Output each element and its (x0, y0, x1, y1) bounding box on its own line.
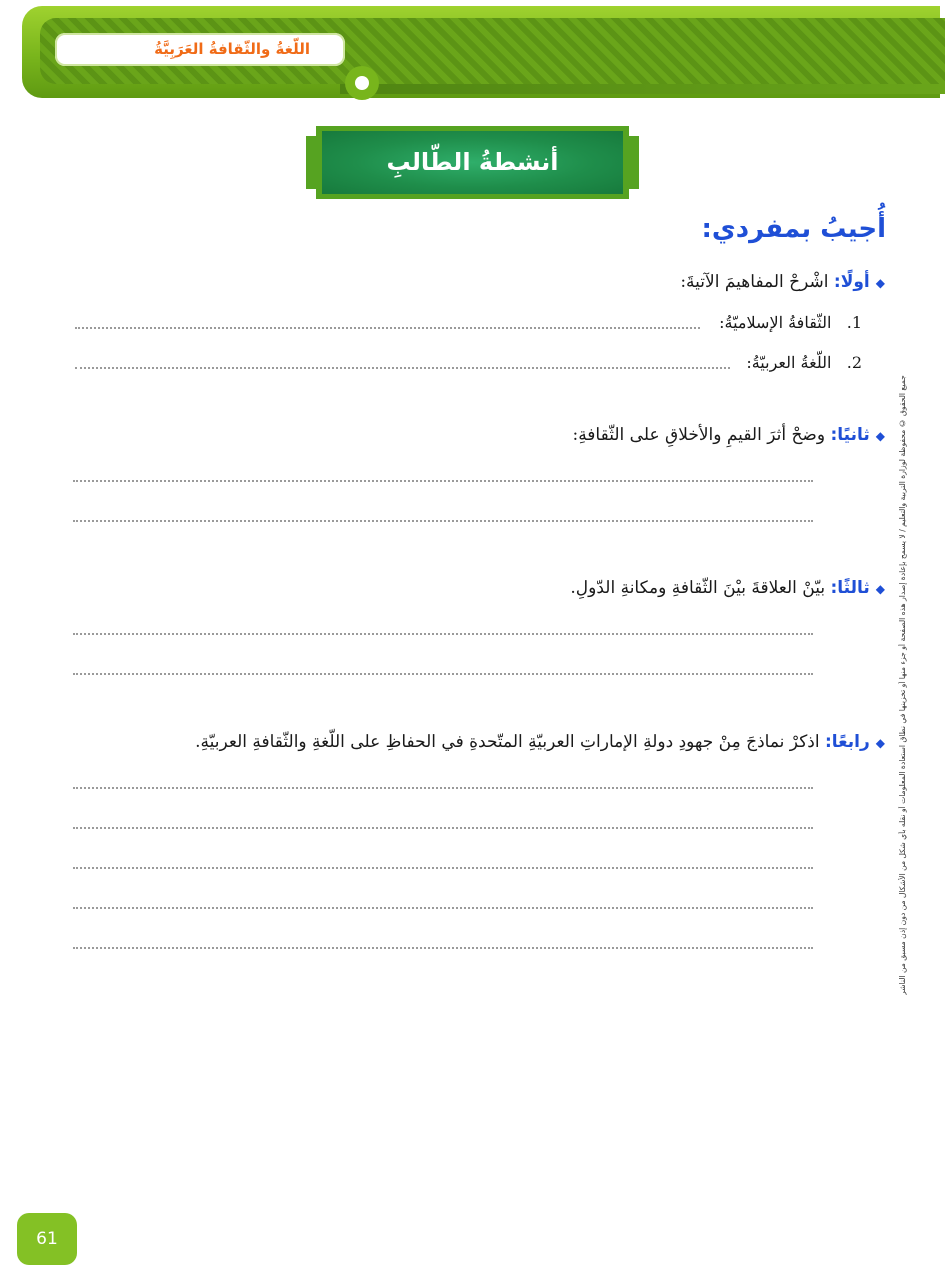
question-text: وضحْ أثرَ القيمِ والأخلاقِ على الثّقافةِ: (572, 425, 826, 445)
item-number: 1. (846, 313, 862, 332)
question-label: أولًا: (833, 272, 870, 292)
answer-line[interactable] (73, 633, 813, 635)
diamond-bullet-icon: ◆ (875, 429, 885, 443)
plaque-notch (306, 189, 316, 199)
ring-hole (355, 76, 369, 90)
answer-line[interactable] (73, 947, 813, 949)
instructions-title: أُجيبُ بمفردي: (701, 214, 886, 244)
diamond-bullet-icon: ◆ (875, 276, 885, 290)
question-text: اذكرْ نماذجَ مِنْ جهودِ دولةِ الإماراتِ العربيّةِ المتّحدةِ في الحفاظِ على اللّغةِ والثّقافةِ العربيّةِ. (195, 732, 820, 752)
question-2 (572, 425, 885, 445)
section-heading: أنشطةُ الطّالبِ (386, 148, 559, 176)
book-title: اللّغةُ والثّقافةُ العَرَبِيَّةُ (154, 40, 310, 58)
diamond-bullet-icon: ◆ (875, 736, 885, 750)
diamond-bullet-icon: ◆ (875, 582, 885, 596)
sub-item-1 (719, 313, 862, 332)
question-4 (195, 732, 885, 752)
copyright-notice: جميع الحقوق © محفوظة لوزارة التربية والتعليم / لا يسمح بإعادة إصدار هذه الصفحة أو جزء منها أو تخزينها في نطاق استعادة المعلومات أو نقله بأي شكل من الأشكال من دون إذن مسبق من الناشر (898, 375, 907, 995)
answer-line[interactable] (73, 827, 813, 829)
question-text: اشْرحْ المفاهيمَ الآتيةَ: (680, 272, 829, 292)
question-3 (570, 578, 885, 598)
answer-line[interactable] (73, 787, 813, 789)
item-number: 2. (846, 353, 862, 372)
answer-line[interactable] (73, 867, 813, 869)
sub-item-2 (746, 353, 862, 372)
plaque-notch (629, 126, 639, 136)
answer-line[interactable] (73, 673, 813, 675)
header-shadow (340, 84, 945, 94)
answer-line[interactable] (73, 520, 813, 522)
page-number: 61 (36, 1229, 58, 1249)
question-label: رابعًا: (824, 732, 870, 752)
answer-line[interactable] (75, 327, 700, 329)
question-text: بيّنْ العلاقةَ بيْنَ الثّقافةِ ومكانةِ الدّولِ. (570, 578, 826, 598)
answer-line[interactable] (73, 480, 813, 482)
item-text: الثّقافةُ الإسلاميّةُ: (719, 313, 832, 332)
plaque-notch (629, 189, 639, 199)
question-1 (680, 272, 885, 292)
question-label: ثالثًا: (830, 578, 870, 598)
item-text: اللّغةُ العربيّةُ: (746, 353, 832, 372)
question-label: ثانيًا: (830, 425, 870, 445)
answer-line[interactable] (75, 367, 730, 369)
plaque-notch (306, 126, 316, 136)
answer-line[interactable] (73, 907, 813, 909)
